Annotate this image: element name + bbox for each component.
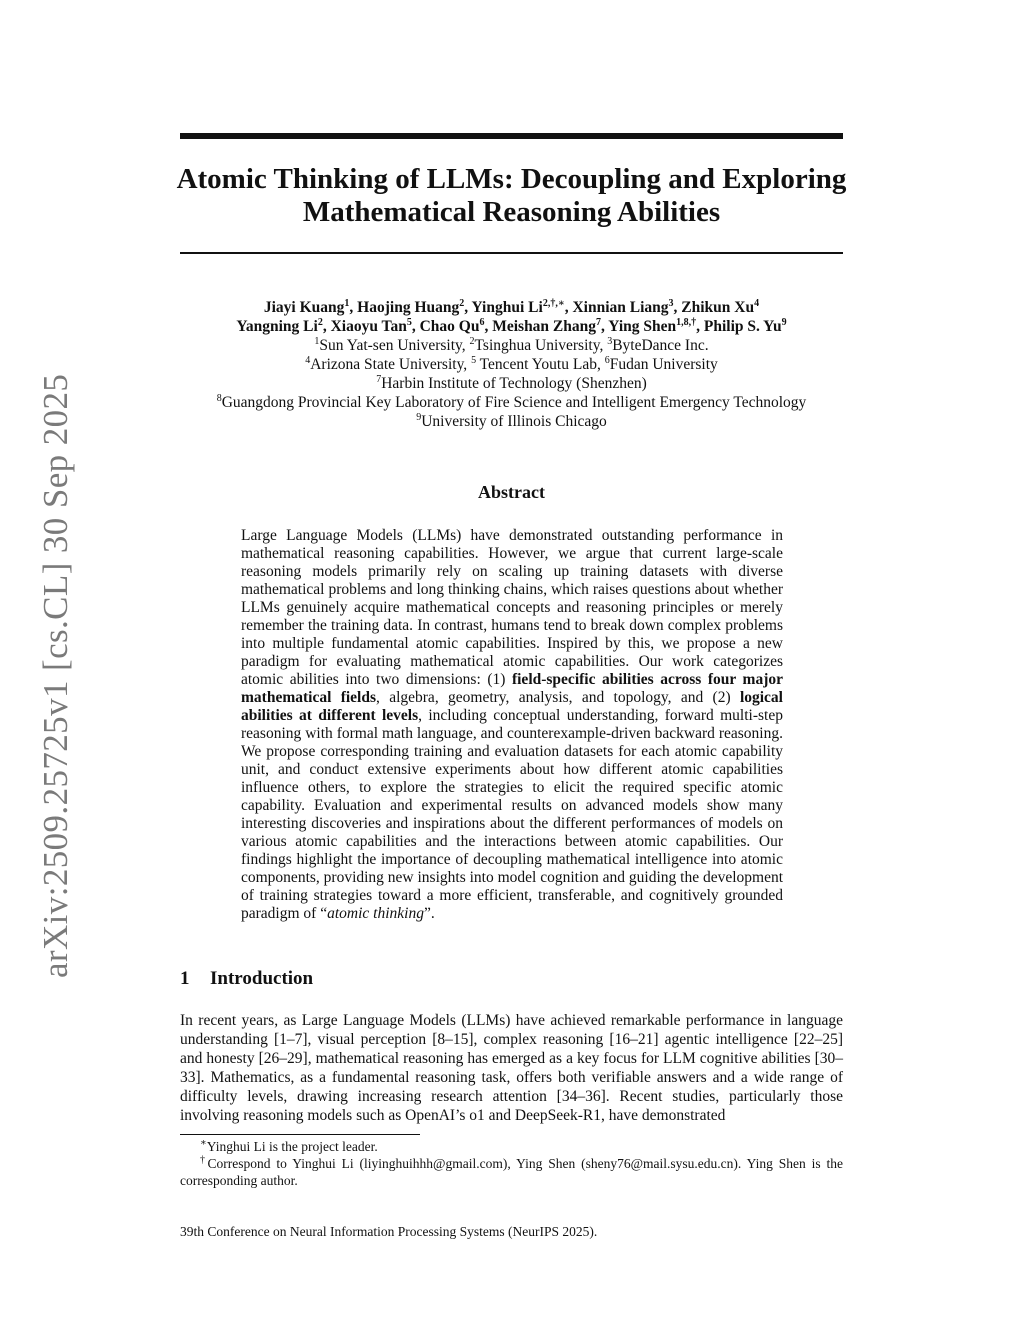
title-rule-bottom — [180, 252, 843, 254]
author-name: Jiayi Kuang — [263, 299, 345, 316]
title-line-2: Mathematical Reasoning Abilities — [302, 196, 721, 228]
author-name: Yinghui Li — [471, 299, 543, 316]
section-title: Introduction — [210, 968, 314, 989]
title-line-1: Atomic Thinking of LLMs: Decoupling and Exploring — [176, 163, 847, 195]
author-affiliation-mark: 2,†,∗ — [542, 297, 565, 309]
author-affiliation-mark: 2 — [317, 316, 323, 328]
author-name: Xiaoyu Tan — [330, 318, 407, 335]
affiliation-line-4: $^8$Guangdong Provincial Key Laboratory of Fire Science and Intelligent Emergency Technology — [216, 392, 807, 411]
abstract-emphasis: field-specific abilities across four major mathematical fields — [241, 671, 783, 706]
author-affiliation-mark: 7 — [596, 316, 602, 328]
author-affiliation-mark: 3 — [668, 297, 674, 309]
introduction-paragraph: In recent years, as Large Language Models (LLMs) have achieved remarkable performance in language understanding [1–7], visual perception [8–15], complex reasoning [16–21] agentic intelligence [22–25] and honesty [26–29], mathematical reasoning has emerged as a key focus for LLM cognitive abilities [30–33]. Mathematics, as a fundamental reasoning task, offers both verifiable answers and a wide range of difficulty levels, drawing increasing research attention [34–36]. Recent studies, particularly those involving reasoning models such as OpenAI’s o1 and DeepSeek-R1, have demonstrated — [180, 1012, 843, 1124]
author-line-1: Jiayi Kuang$^1$, Haojing Huang$^2$, Yinghui $Li^{2,\dagger,∗}$, Xinnian Liang$^3$, Zhikun Xu$^4$ — [263, 297, 760, 316]
author-affiliation-mark: 6 — [479, 316, 485, 328]
arxiv-identifier: arXiv:2509.25725v1 [cs.CL] 30 Sep 2025 — [36, 373, 75, 978]
paper-title — [160, 163, 863, 229]
affiliation-line-2: $^4$Arizona State University, $^5$ Tencent Youtu Lab, $^6$Fudan University — [305, 354, 718, 373]
author-line-2: Yangning Li$^2$, Xiaoyu Tan$^5$, Chao Qu$^6$, Meishan Zhang$^7$, Ying Shen$^{1,8,\dagger}$, Philip S. Yu$^9$ — [236, 316, 787, 335]
author-name: Zhikun Xu — [681, 299, 755, 316]
author-name: Haojing Huang — [357, 299, 460, 316]
author-affiliation-mark: 1,8,† — [676, 316, 697, 328]
author-name: Ying Shen — [608, 318, 677, 335]
affiliation-line-5: $^9$University of Illinois Chicago — [416, 411, 607, 430]
abstract-body: Large Language Models (LLMs) have demonstrated outstanding performance in mathematical reasoning capabilities. However, we argue that current large-scale reasoning models primarily rely on scaling up training datasets with diverse mathematical problems and long thinking chains, which raises questions about whether LLMs genuinely acquire mathematical concepts and reasoning principles or merely remember the training data. In contrast, humans tend to break down complex problems into multiple fundamental atomic capabilities. Inspired by this, we propose a new paradigm for evaluating mathematical atomic capabilities. Our work categorizes atomic abilities into two dimensions: (1) field-specific abilities across four major mathematical fields, algebra, geometry, analysis, and topology, and (2) logical abilities at different levels, including conceptual understanding, forward multi-step reasoning with formal math language, and counterexample-driven backward reasoning. We propose corresponding training and evaluation datasets for each atomic capability unit, and conduct extensive experiments about how different atomic capabilities influence others, to explore the strategies to elicit the required specific atomic capability. Evaluation and experimental results on advanced models show many interesting discoveries and inspirations about the different performances of models on various atomic capabilities and the interactions between atomic capabilities. Our findings highlight the importance of decoupling mathematical intelligence into atomic components, providing new insights into model cognition and guiding the development of training strategies toward a more efficient, transferable, and cognitively grounded paradigm of “atomic thinking”. — [241, 527, 784, 922]
abstract-emphasis: logical abilities at different levels — [241, 689, 783, 724]
section-heading — [180, 968, 313, 990]
author-block — [160, 298, 863, 431]
affiliation-line-1: $^1$Sun Yat-sen University, $^2$Tsinghua University, $^3$ByteDance Inc. — [314, 335, 709, 354]
author-name: Xinnian Liang — [572, 299, 669, 316]
section-number: 1 — [180, 968, 190, 989]
author-name: Philip S. Yu — [703, 318, 782, 335]
title-rule-top — [180, 133, 843, 139]
author-name: Chao Qu — [419, 318, 480, 335]
author-affiliation-mark: 1 — [344, 297, 350, 309]
author-name: Yangning Li — [236, 318, 318, 335]
author-affiliation-mark: 2 — [459, 297, 465, 309]
author-name: Meishan Zhang — [492, 318, 597, 335]
footnote-2: †Correspond to Yinghui Li (liyinghuihhh@gmail.com), Ying Shen (sheny76@mail.sysu.edu.cn). Ying Shen is the corresponding author. — [180, 1154, 844, 1188]
author-affiliation-mark: 5 — [406, 316, 412, 328]
footnote-1: ∗Yinghui Li is the project leader. — [200, 1137, 378, 1154]
abstract-italic: atomic thinking — [327, 905, 424, 922]
affiliation-line-3: $^7$Harbin Institute of Technology (Shenzhen) — [376, 373, 647, 392]
author-affiliation-mark: 9 — [781, 316, 787, 328]
conference-note: 39th Conference on Neural Information Processing Systems (NeurIPS 2025). — [180, 1224, 598, 1239]
abstract-heading: Abstract — [478, 482, 545, 502]
footnote-rule — [180, 1134, 420, 1135]
footnotes — [180, 1138, 843, 1189]
author-affiliation-mark: 4 — [754, 297, 760, 309]
